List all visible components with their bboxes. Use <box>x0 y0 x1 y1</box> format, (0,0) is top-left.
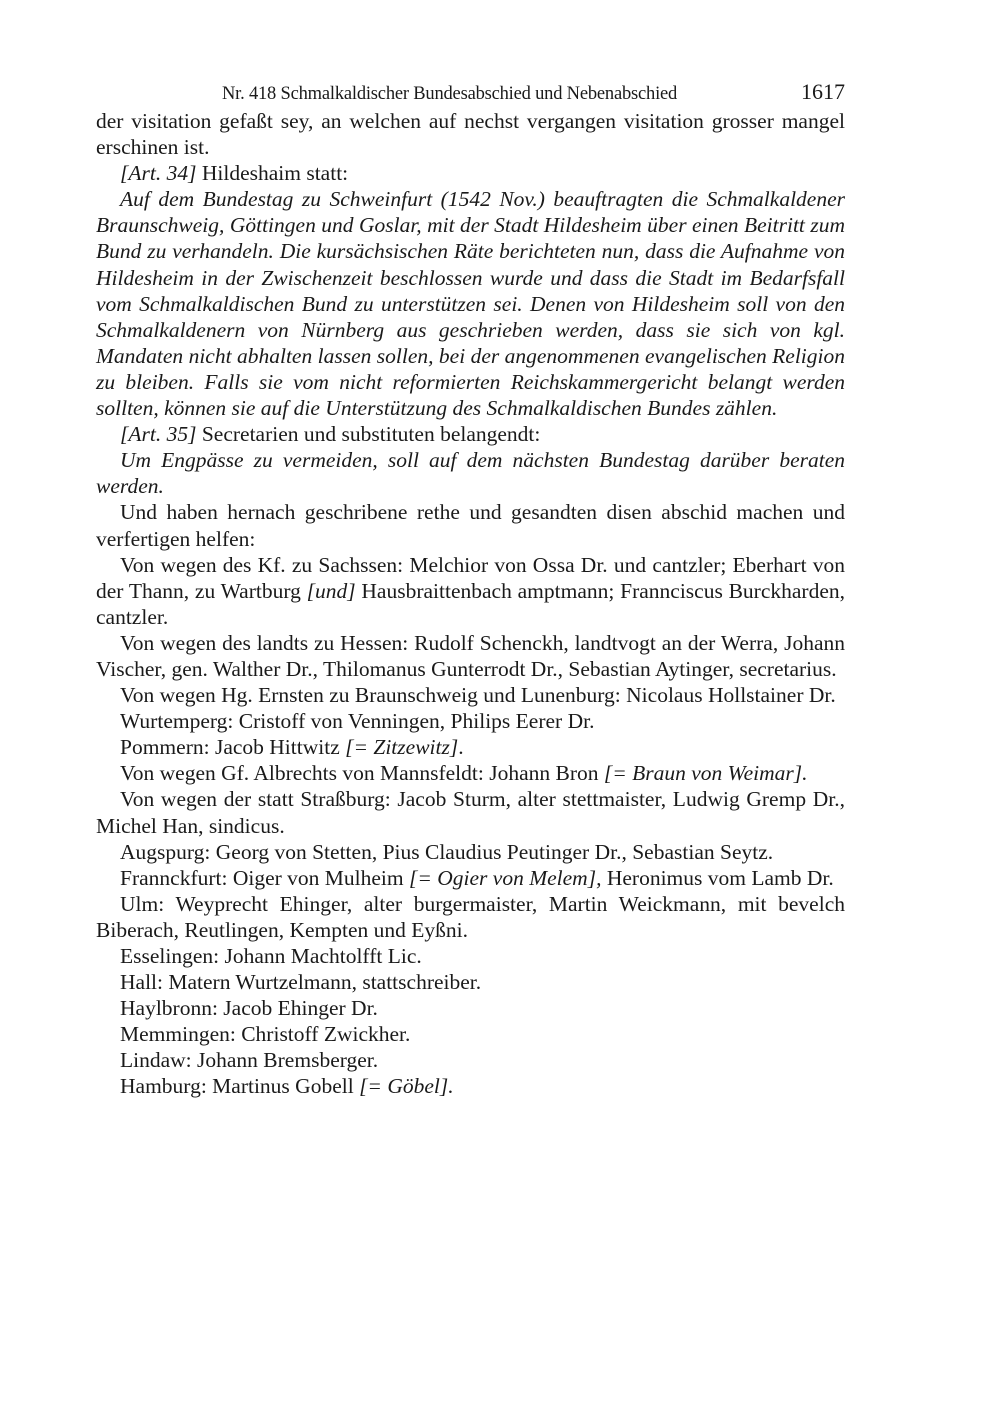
source-text: Esselingen: Johann Machtolfft Lic. <box>120 944 422 968</box>
source-text: Hausbraittenbach amptmann; Frannciscus Burckharden, cantzler. <box>96 578 845 629</box>
source-text: Von wegen Gf. Albrechts von Mannsfeldt: Johann Bron <box>120 761 604 786</box>
editorial-italic-text: [= Göbel]. <box>359 1074 454 1099</box>
source-text: Von wegen des Kf. zu Sachssen: Melchior von Ossa Dr. und cantzler; Eberhart von der Thann, zu Wartburg <box>96 552 845 603</box>
source-text: Heronimus vom Lamb Dr. <box>601 865 834 890</box>
paragraph <box>96 786 845 838</box>
paragraph <box>96 1047 845 1073</box>
editorial-italic-text: [= Zitzewitz] <box>345 735 459 760</box>
paragraph <box>96 943 845 969</box>
editorial-italic-text: [Art. 35] <box>120 422 197 447</box>
paragraph <box>96 1073 845 1099</box>
source-text: Von wegen Hg. Ernsten zu Braunschweig und Lunenburg: Nicolaus Hollstainer Dr. <box>120 683 836 708</box>
paragraph <box>96 891 845 943</box>
editorial-italic-text: [= Braun von Weimar]. <box>603 761 808 786</box>
source-text: Frannckfurt: Oiger von Mulheim <box>120 865 410 890</box>
source-text: Secretarien und substituten belangendt: <box>196 422 541 447</box>
source-text: Haylbronn: Jacob Ehinger Dr. <box>120 996 378 1021</box>
paragraph <box>96 1021 845 1047</box>
source-text: Augspurg: Georg von Stetten, Pius Claudius Peutinger Dr., Sebastian Seytz. <box>120 839 774 864</box>
source-text: Hall: Matern Wurtzelmann, stattschreiber. <box>120 970 482 995</box>
paragraph <box>96 421 845 447</box>
paragraph <box>96 969 845 995</box>
paragraph <box>96 108 845 160</box>
source-text: Und haben hernach geschribene rethe und gesandten disen abschid machen und verfertigen helfen: <box>96 500 845 551</box>
source-text: Von wegen der statt Straßburg: Jacob Sturm, alter stettmaister, Ludwig Gremp Dr., Michel Han, sindicus. <box>96 787 845 838</box>
editorial-italic-text: Auf dem Bundestag zu Schweinfurt (1542 Nov.) beauftragten die Schmalkaldener Braunschweig, Göttingen und Goslar, mit der Stadt Hildesheim über einen Beitritt zum Bund zu verhandeln. Die kursächsischen Räte berichteten nun, dass die Aufnahme von Hildesheim in der Zwischenzeit beschlossen wurde und dass die Stadt im Bedarfsfall vom Schmalkaldischen Bund zu unterstützen sei. Denen von Hildesheim soll von den Schmalkaldenern von Nürnberg aus geschrieben werden, dass sie sich von kgl. Mandaten nicht abhalten lassen sollen, bei der angenommenen evangelischen Religion zu bleiben. Falls sie vom nicht reformierten Reichskammergericht belangt werden sollten, können sie auf die Unterstützung des Schmalkaldischen Bundes zählen. <box>96 187 845 421</box>
paragraph <box>96 447 845 499</box>
source-text: der visitation gefaßt sey, an welchen auf nechst vergangen visitation grosser mangel erschinen ist. <box>96 109 845 160</box>
source-text: Memmingen: Christoff Zwickher. <box>120 1022 411 1047</box>
paragraph <box>96 839 845 865</box>
editorial-italic-text: [Art. 34] <box>120 161 197 186</box>
editorial-italic-text: Um Engpässe zu vermeiden, soll auf dem nächsten Bundestag darüber beraten werden. <box>96 448 845 499</box>
paragraph <box>96 186 845 421</box>
source-text: Von wegen des landts zu Hessen: Rudolf Schenckh, landtvogt an der Werra, Johann Vischer, gen. Walther Dr., Thilomanus Gunterrodt Dr., Sebastian Aytinger, secretarius. <box>96 630 845 681</box>
paragraph <box>96 160 845 186</box>
paragraph <box>96 630 845 682</box>
source-text: . <box>458 735 464 760</box>
source-text: Hildeshaim statt: <box>196 161 349 186</box>
document-page <box>96 76 845 1100</box>
paragraph <box>96 708 845 734</box>
source-text: Lindaw: Johann Bremsberger. <box>120 1048 379 1073</box>
paragraph <box>96 865 845 891</box>
paragraph <box>96 734 845 760</box>
paragraph <box>96 995 845 1021</box>
source-text: Wurtemperg: Cristoff von Venningen, Philips Eerer Dr. <box>120 709 595 734</box>
source-text: Hamburg: Martinus Gobell <box>120 1074 360 1099</box>
source-text: Ulm: Weyprecht Ehinger, alter burgermaister, Martin Weickmann, mit bevelch Biberach, Reutlingen, Kempten und Eyßni. <box>96 891 845 942</box>
paragraph <box>96 552 845 630</box>
running-title: Nr. 418 Schmalkaldischer Bundesabschied und Nebenabschied <box>222 84 678 104</box>
paragraph <box>96 499 845 551</box>
page-number: 1617 <box>801 79 845 104</box>
paragraph <box>96 760 845 786</box>
paragraph <box>96 682 845 708</box>
running-header <box>96 76 845 108</box>
document-body <box>96 108 845 1100</box>
editorial-italic-text: [und] <box>306 578 356 603</box>
editorial-italic-text: [= Ogier von Melem], <box>409 865 602 890</box>
source-text: Pommern: Jacob Hittwitz <box>120 735 346 760</box>
